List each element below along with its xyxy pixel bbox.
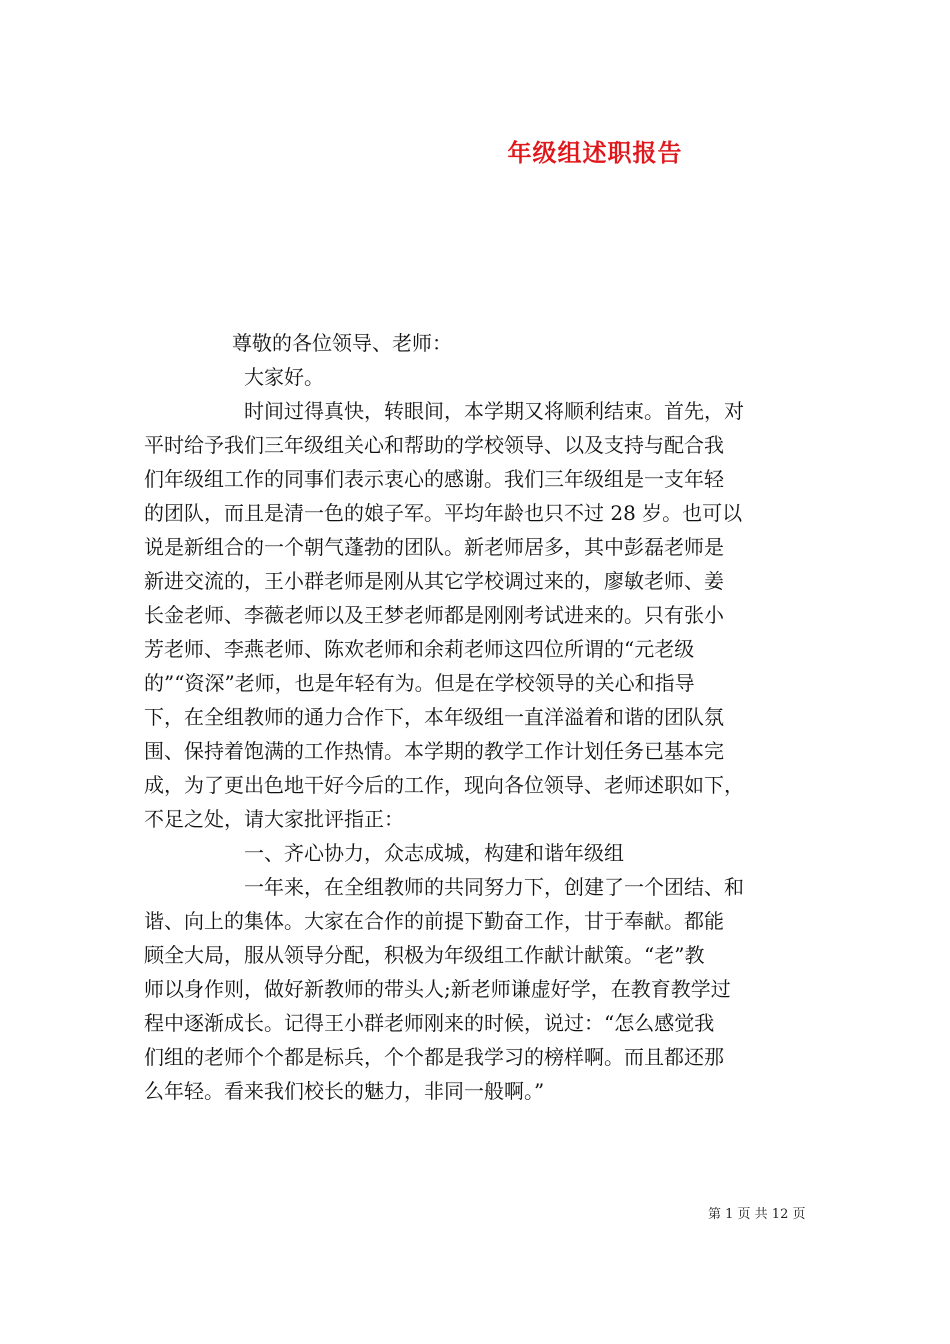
paragraph-line: 下，在全组教师的通力合作下，本年级组一直洋溢着和谐的团队氛 <box>144 705 724 729</box>
paragraph-line: 长金老师、李薇老师以及王梦老师都是刚刚考试进来的。只有张小 <box>144 603 724 627</box>
paragraph-line: 程中逐渐成长。记得王小群老师刚来的时候，说过：“怎么感觉我 <box>144 1011 715 1035</box>
document-title: 年级组述职报告 <box>507 138 683 167</box>
paragraph-line: 时间过得真快，转眼间，本学期又将顺利结束。首先，对 <box>244 399 744 423</box>
paragraph-1 <box>144 394 808 836</box>
section-heading: 一、齐心协力，众志成城，构建和谐年级组 <box>244 841 624 865</box>
paragraph-line: 平时给予我们三年级组关心和帮助的学校领导、以及支持与配合我 <box>144 433 724 457</box>
document-body <box>144 326 808 1108</box>
paragraph-line: 围、保持着饱满的工作热情。本学期的教学工作计划任务已基本完 <box>144 739 724 763</box>
page-number: 第 1 页 共 12 页 <box>708 1207 806 1222</box>
paragraph-line: 的”“资深”老师，也是年轻有为。但是在学校领导的关心和指导 <box>144 671 695 695</box>
paragraph-line: 不足之处，请大家批评指正： <box>144 807 404 831</box>
paragraph-line: 么年轻。看来我们校长的魅力，非同一般啊。” <box>144 1079 545 1103</box>
paragraph-line: 一年来，在全组教师的共同努力下，创建了一个团结、和 <box>244 875 744 899</box>
paragraph-2 <box>144 870 808 1108</box>
greeting: 大家好。 <box>244 365 324 389</box>
paragraph-line: 师以身作则，做好新教师的带头人;新老师谦虚好学，在教育教学过 <box>144 977 731 1001</box>
paragraph-line: 顾全大局，服从领导分配，积极为年级组工作献计献策。“老”教 <box>144 943 705 967</box>
paragraph-line: 说是新组合的一个朝气蓬勃的团队。新老师居多，其中彭磊老师是 <box>144 535 724 559</box>
paragraph-line: 谐、向上的集体。大家在合作的前提下勤奋工作，甘于奉献。都能 <box>144 909 724 933</box>
salutation: 尊敬的各位领导、老师： <box>232 331 452 355</box>
paragraph-line: 的团队，而且是清一色的娘子军。平均年龄也只不过 28 岁。也可以 <box>144 501 743 525</box>
paragraph-line: 们组的老师个个都是标兵，个个都是我学习的榜样啊。而且都还那 <box>144 1045 724 1069</box>
paragraph-line: 成，为了更出色地干好今后的工作，现向各位领导、老师述职如下， <box>144 773 744 797</box>
paragraph-line: 芳老师、李燕老师、陈欢老师和余莉老师这四位所谓的“元老级 <box>144 637 695 661</box>
paragraph-line: 们年级组工作的同事们表示衷心的感谢。我们三年级组是一支年轻 <box>144 467 724 491</box>
paragraph-line: 新进交流的，王小群老师是刚从其它学校调过来的，廖敏老师、姜 <box>144 569 724 593</box>
